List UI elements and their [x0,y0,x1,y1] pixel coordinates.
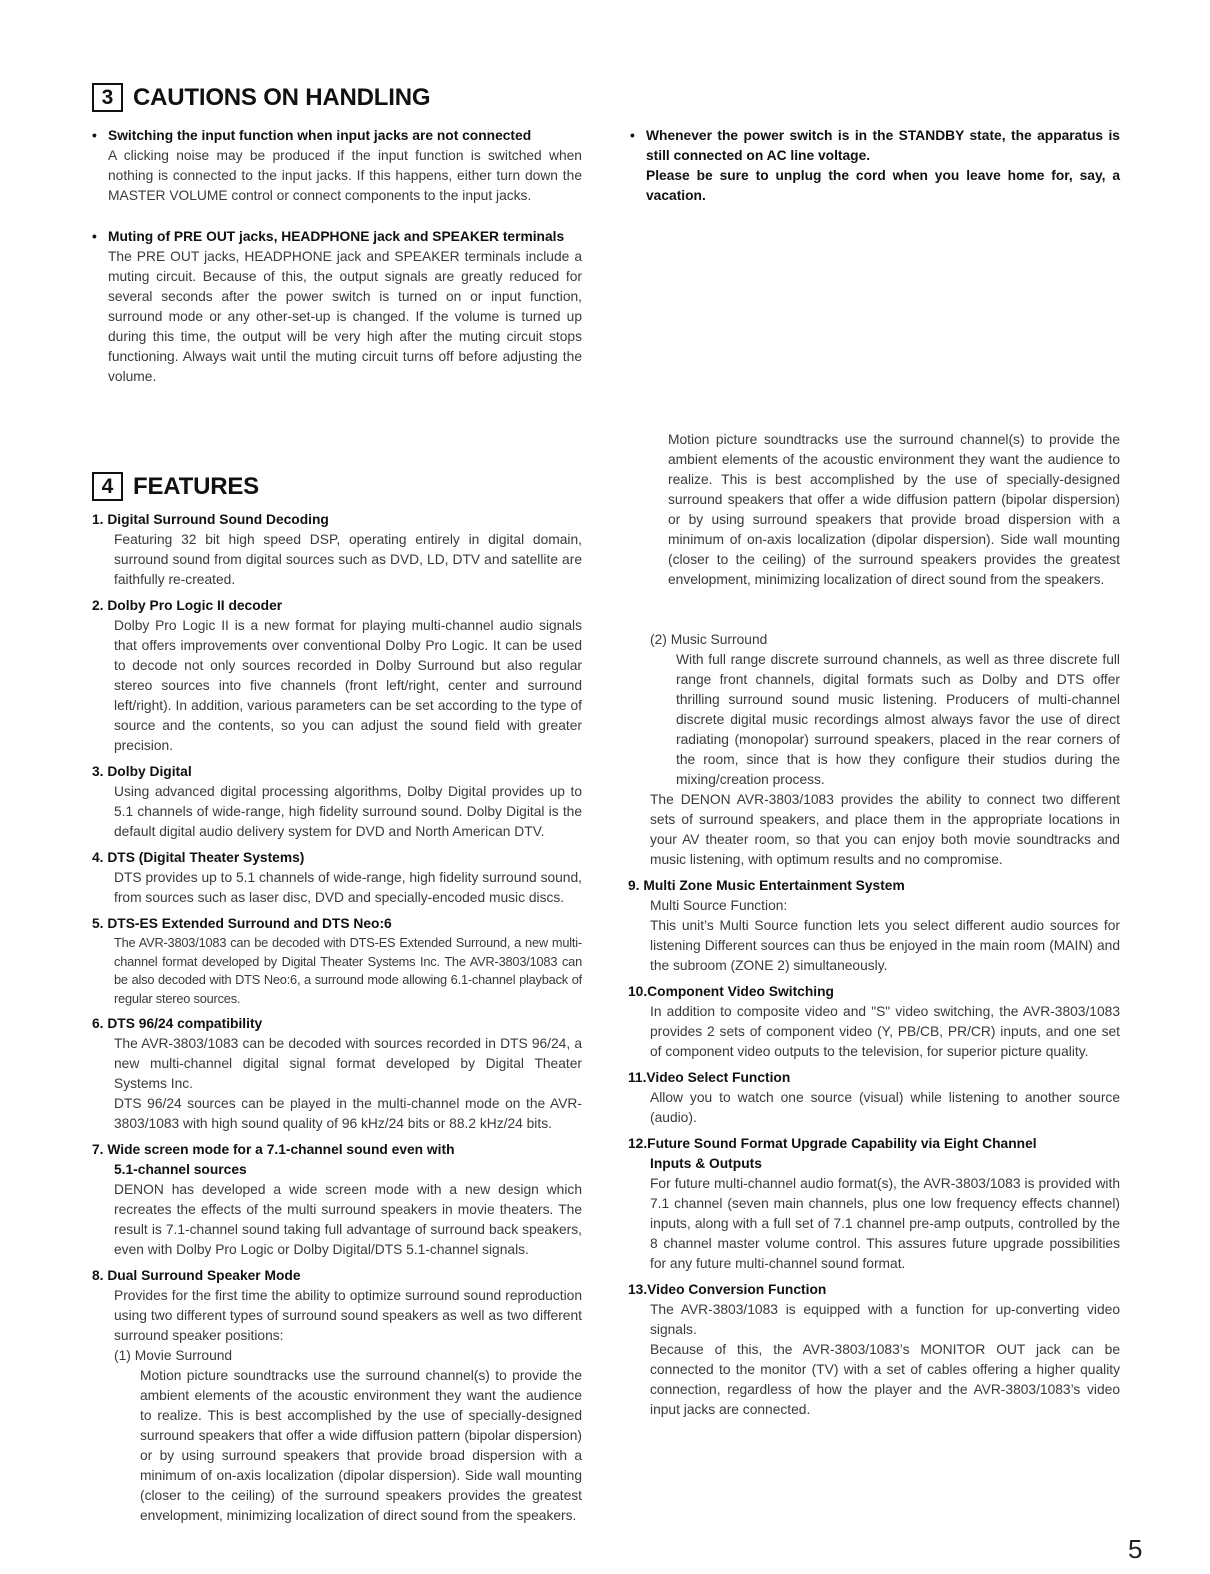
feature-body: DTS 96/24 sources can be played in the multi-channel mode on the AVR-3803/1083 with high sound quality of 96 kHz/24 bits or 88.2 kHz/24 bits. [114,1096,582,1131]
feature-heading: 6. DTS 96/24 compatibility [92,1016,263,1031]
sub-heading: (1) Movie Surround [114,1348,233,1363]
feature-body: Provides for the first time the ability to optimize surround sound reproduction using two different types of surround sound speakers as well as two different surround speaker positions: [114,1288,582,1343]
section-title: FEATURES [133,472,259,500]
feature-body: Dolby Pro Logic II is a new format for playing multi-channel audio signals that offers improvements over conventional Dolby Pro Logic. It can be used to decode not only sources recorded in Dolby Surround but also regular stereo sources into five channels (front left/right, center and surround left/right). In addition, various parameters can be set according to the type of source and the contents, so you can adjust the sound field with greater precision. [114,618,582,753]
feature-body: The DENON AVR-3803/1083 provides the ability to connect two different sets of surround speakers, and place them in the appropriate locations in your AV theater room, so that you can enjoy both movie soundtracks and music listening, with optimum results and no compromise. [650,792,1120,867]
feature-body: Using advanced digital processing algorithms, Dolby Digital provides up to 5.1 channels of wide-range, high fidelity surround sound. Dolby Digital is the default digital audio delivery system for DVD and North American DTV. [114,784,582,839]
features-right-column [628,432,1120,1420]
sub-heading: (2) Music Surround [650,632,768,647]
feature-heading: 7. Wide screen mode for a 7.1-channel sound even with [92,1142,455,1157]
feature-body: In addition to composite video and "S" video switching, the AVR-3803/1083 provides 2 sets of component video (Y, PB/CB, PR/CR) inputs, and one set of component video outputs to the television, for superior picture quality. [650,1004,1120,1059]
cautions-left-column [92,126,582,387]
feature-heading: 10.Component Video Switching [628,984,834,999]
feature-heading: 9. Multi Zone Music Entertainment System [628,878,905,893]
section-number-box: 3 [92,83,123,112]
features-left-column [92,510,582,1523]
feature-body: The AVR-3803/1083 can be decoded with DTS-ES Extended Surround, a new multi-channel format developed by Digital Theater Systems Inc. The AVR-3803/1083 can be also decoded with DTS Neo:6, a surround mode allowing 6.1-channel playback of regular stereo sources. [114,935,582,1006]
caution-item [630,126,1120,206]
feature-body: The AVR-3803/1083 is equipped with a function for up-converting video signals. [650,1302,1120,1337]
feature-heading: 11.Video Select Function [628,1070,791,1085]
feature-body: Because of this, the AVR-3803/1083’s MONITOR OUT jack can be connected to the monitor (TV) with a set of cables offering a higher quality connection, regardless of how the player and the AVR-3803/1083’s video input jacks are connected. [650,1342,1120,1417]
feature-heading: 3. Dolby Digital [92,764,192,779]
caution-body: A clicking noise may be produced if the input function is switched when nothing is connected to the input jacks. If this happens, either turn down the MASTER VOLUME control or connect components to the input jacks. [108,148,582,203]
feature-heading: 1. Digital Surround Sound Decoding [92,512,329,527]
feature-body: For future multi-channel audio format(s), the AVR-3803/1083 is provided with 7.1 channel (seven main channels, plus one low frequency effects channel) inputs, along with a full set of 7.1 channel pre-amp outputs, controlled by the 8 channel master volume control. This assures future upgrade possibilities for any future multi-channel sound format. [650,1176,1120,1271]
feature-body: Allow you to watch one source (visual) while listening to another source (audio). [650,1090,1120,1125]
sub-body-text: Motion picture soundtracks use the surround channel(s) to provide the ambient elements of the acoustic environment they want the audience to realize. This is best accomplished by the use of specially-designed surround speakers that offer a wide diffusion pattern (bipolar dispersion) or by using surround speakers that provide broad dispersion with a minimum of on-axis localization (dipolar dispersion). Side wall mounting (closer to the ceiling) of the surround speakers provides the greatest envelopment, minimizing localization of direct sound from the speakers. [140,1368,582,1523]
features-header [92,472,259,501]
caution-heading: • Muting of PRE OUT jacks, HEADPHONE jack and SPEAKER terminals [108,229,565,244]
cautions-header [92,83,430,112]
cautions-right-column [630,126,1120,206]
feature-heading: 2. Dolby Pro Logic II decoder [92,598,283,613]
caution-heading: • Switching the input function when input jacks are not connected [108,128,532,143]
page-number: 5 [1128,1534,1143,1564]
sub-body-continued-inner: Motion picture soundtracks use the surround channel(s) to provide the ambient elements of the acoustic environment they want the audience to realize. This is best accomplished by the use of specially-designed surround speakers that offer a wide diffusion pattern (bipolar dispersion) or by using surround speakers that provide broad dispersion with a minimum of on-axis localization (dipolar dispersion). Side wall mounting (closer to the ceiling) of the surround speakers provides the greatest envelopment, minimizing localization of direct sound from the speakers. [668,432,1120,587]
feature-heading: 13.Video Conversion Function [628,1282,827,1297]
feature-heading: 5. DTS-ES Extended Surround and DTS Neo:6 [92,916,392,931]
caution-heading-2: Please be sure to unplug the cord when you leave home for, say, a vacation. [646,168,1120,203]
sub-body-continued-text [668,430,1120,590]
feature-body: Featuring 32 bit high speed DSP, operating entirely in digital domain, surround sound from digital sources such as DVD, LD, DTV and satellite are faithfully re-created. [114,532,582,587]
feature-heading: 4. DTS (Digital Theater Systems) [92,850,305,865]
sub-body [92,1366,582,1523]
feature-body: Multi Source Function: [650,898,788,913]
feature-body: DTS provides up to 5.1 channels of wide-range, high fidelity surround sound, from sources such as laser disc, DVD and specially-encoded music discs. [114,870,582,905]
feature-body: This unit’s Multi Source function lets you select different audio sources for listening Different sources can thus be enjoyed in the main room (MAIN) and the subroom (ZONE 2) simultaneously. [650,918,1120,973]
feature-heading-cont: 5.1-channel sources [114,1162,247,1177]
section-title: CAUTIONS ON HANDLING [133,83,431,111]
caution-heading: • Whenever the power switch is in the STANDBY state, the apparatus is still connected on AC line voltage. [646,128,1120,163]
feature-heading-cont: Inputs & Outputs [650,1156,762,1171]
feature-heading: 8. Dual Surround Speaker Mode [92,1268,301,1283]
sub-body-continued [628,432,1120,630]
feature-heading: 12.Future Sound Format Upgrade Capability via Eight Channel [628,1136,1037,1151]
caution-item [92,227,582,387]
section-number-box: 4 [92,472,123,501]
feature-body: The AVR-3803/1083 can be decoded with sources recorded in DTS 96/24, a new multi-channel digital signal format developed by Digital Theater Systems Inc. [114,1036,582,1091]
feature-body: DENON has developed a wide screen mode with a new design which recreates the effects of the multi surround speakers in movie theaters. The result is 7.1-channel sound taking full advantage of surround back speakers, even with Dolby Pro Logic or Dolby Digital/DTS 5.1-channel signals. [114,1182,582,1257]
caution-item [92,126,582,206]
caution-body: The PRE OUT jacks, HEADPHONE jack and SPEAKER terminals include a muting circuit. Because of this, the output signals are greatly reduced for several seconds after the power switch is turned on or input function, surround mode or any other-set-up is changed. If the volume is turned up during this time, the output will be very high after the muting circuit stops functioning. Always wait until the muting circuit turns off before adjusting the volume. [108,249,582,384]
sub-body: With full range discrete surround channels, as well as three discrete full range front channels, digital formats such as Dolby and DTS offer thrilling surround sound music listening. Producers of multi-channel discrete digital music recordings almost always favor the use of direct radiating (monopolar) surround speakers, placed in the rear corners of the room, since that is how they configure their studios during the mixing/creation process. [676,652,1120,787]
